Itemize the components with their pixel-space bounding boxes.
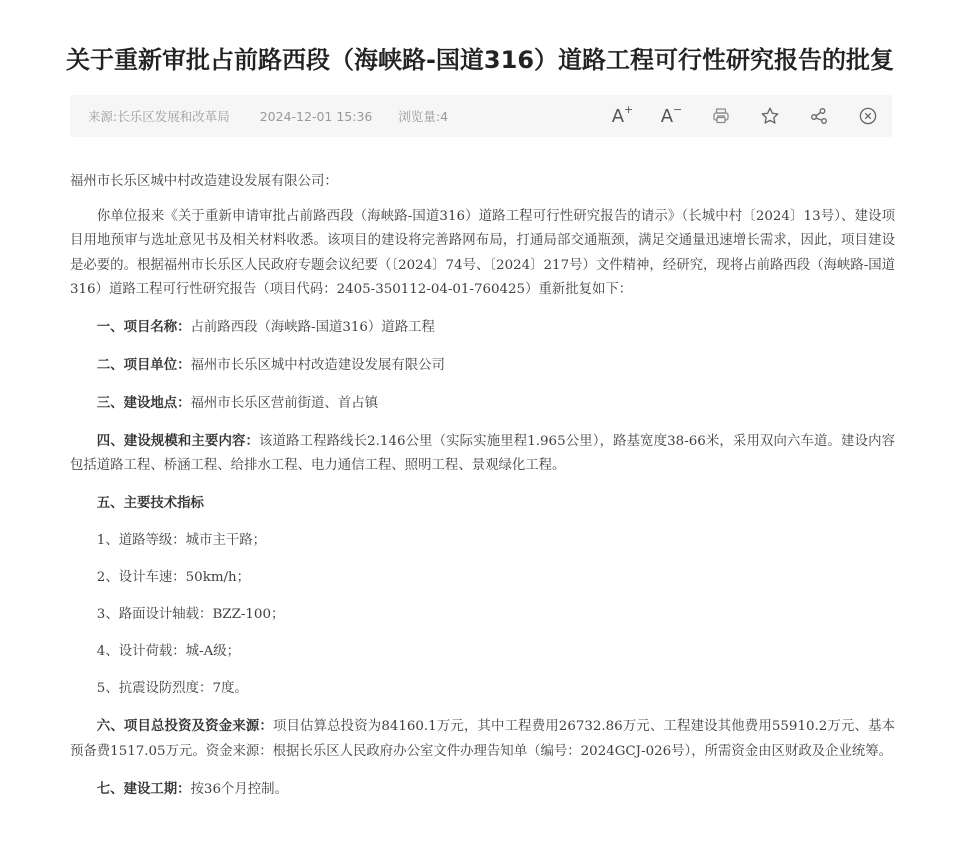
section-text: 项目估算总投资为84160.1万元，其中工程费用26732.86万元、工程建设其他费用55910.2万元、基本预备费1517.05万元。资金来源：根据长乐区人民政府办公室文件办理告知单（编号：2024GCJ-026号），所需资金由区财政及企业统筹。 [70, 719, 896, 759]
section-label: 五、主要技术指标 [96, 495, 204, 511]
section-location [70, 391, 895, 417]
print-button[interactable] [696, 95, 745, 137]
close-button[interactable] [843, 95, 892, 137]
favorite-button[interactable] [745, 95, 794, 137]
article-toolbar [598, 95, 892, 137]
section-label: 二、项目单位： [96, 356, 191, 373]
article-datetime: 2024-12-01 15:36 [259, 108, 373, 124]
font-increase-button[interactable] [598, 95, 647, 137]
indicator-item: 5、抗震设防烈度：7度。 [96, 681, 248, 696]
salutation: 福州市长乐区城中村改造建设发展有限公司： [70, 174, 338, 189]
section-text: 该道路工程路线长2.146公里（实际实施里程1.965公里），路基宽度38-66米，采用双向六车道。建设内容包括道路工程、桥涵工程、给排水工程、电力通信工程、照明工程、景观绿化工程。 [70, 433, 896, 473]
section-indicators-heading [70, 491, 895, 517]
indicator-item: 1、道路等级：城市主干路； [96, 533, 267, 548]
section-project-name [70, 315, 895, 341]
article-meta-bar [70, 95, 892, 137]
font-decrease-button[interactable] [647, 95, 696, 137]
section-scale [70, 429, 895, 479]
share-button[interactable] [794, 95, 843, 137]
share-icon [809, 106, 829, 126]
print-icon [712, 107, 730, 125]
section-label: 四、建设规模和主要内容： [96, 432, 260, 449]
section-project-unit [70, 353, 895, 379]
section-text: 福州市长乐区营前街道、首占镇 [190, 395, 378, 411]
article-body [70, 170, 895, 815]
section-label: 七、建设工期： [96, 780, 191, 797]
indicator-item: 2、设计车速：50km/h； [96, 570, 251, 585]
section-text: 占前路西段（海峡路-国道316）道路工程 [190, 319, 435, 335]
section-label: 六、项目总投资及资金来源： [96, 718, 273, 734]
intro-paragraph: 你单位报来《关于重新申请审批占前路西段（海峡路-国道316）道路工程可行性研究报告的请示》（长城中村〔2024〕13号）、建设项目用地预审与选址意见书及相关材料收悉。该项目的建设将完善路网布局，打通局部交通瓶颈，满足交通量迅速增长需求，因此，项目建设是必要的。根据福州市长乐区人民政府专题会议纪要（〔2024〕74号、〔2024〕217号）文件精神，经研究，现将占前路西段（海峡路-国道316）道路工程可行性研究报告（项目代码：2405-350112-04-01-760425）重新批复如下： [70, 208, 895, 297]
section-text: 福州市长乐区城中村改造建设发展有限公司 [190, 357, 445, 373]
font-decrease-icon: A− [660, 103, 683, 127]
article-source: 来源:长乐区发展和改革局 [88, 109, 230, 124]
section-label: 三、建设地点： [96, 394, 191, 411]
section-investment [70, 714, 895, 764]
font-increase-icon: A+ [611, 103, 634, 127]
section-label: 一、项目名称： [96, 318, 191, 335]
indicator-item: 4、设计荷载：城-A级； [96, 644, 241, 659]
indicator-item: 3、路面设计轴载：BZZ-100； [96, 607, 285, 622]
close-icon [858, 106, 878, 126]
article-views: 浏览量:4 [398, 109, 449, 124]
star-icon [760, 106, 780, 126]
section-schedule [70, 777, 895, 803]
article-title: 关于重新审批占前路西段（海峡路-国道316）道路工程可行性研究报告的批复 [65, 46, 895, 75]
section-text: 按36个月控制。 [190, 781, 288, 797]
